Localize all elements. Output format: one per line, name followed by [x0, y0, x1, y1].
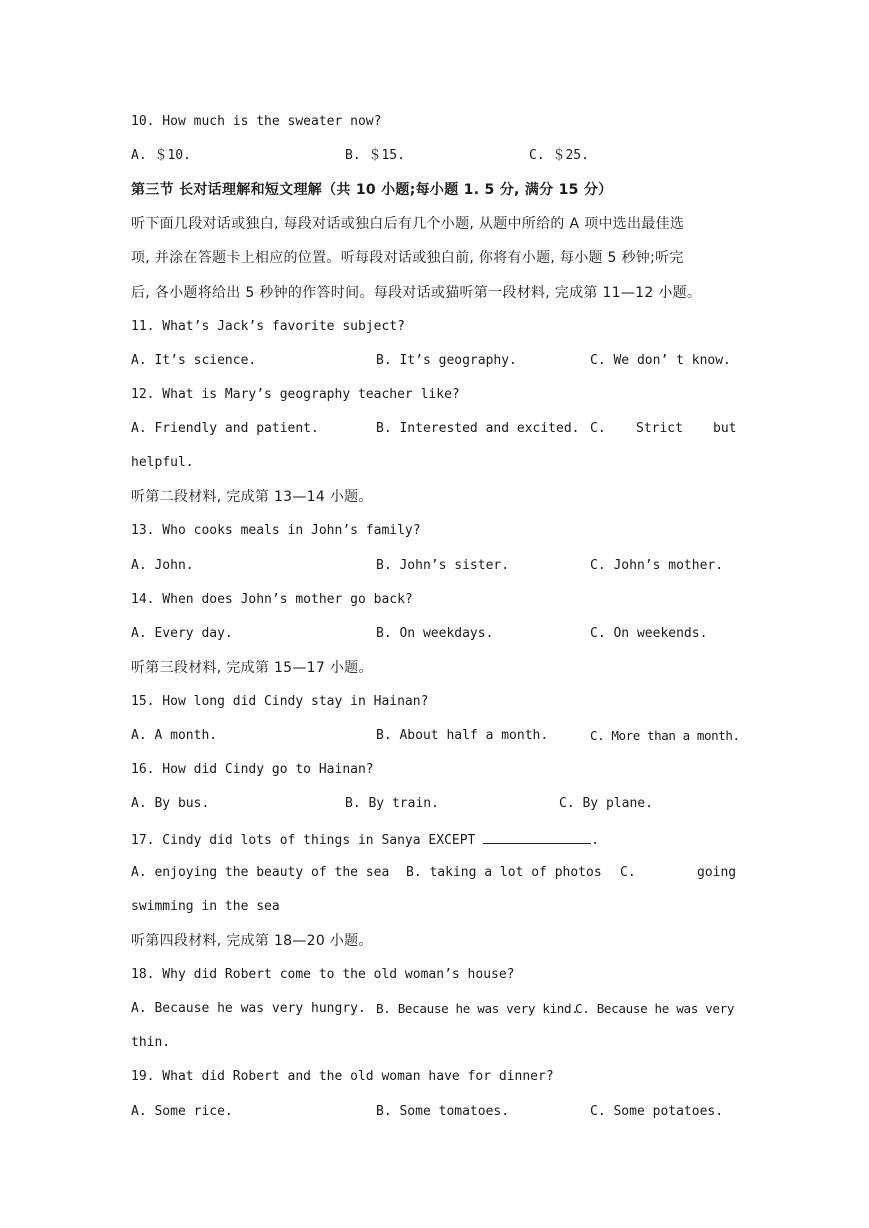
part-4-instruction: 听第四段材料, 完成第 18—20 小题。 [131, 933, 373, 949]
question-14-option-a: A. Every day. [131, 626, 233, 641]
question-14-option-b: B. On weekdays. [376, 626, 494, 641]
question-17-stem-end: . [591, 833, 600, 848]
question-11-option-b: B. It’s geography. [376, 353, 517, 368]
question-12-option-c-word-1: Strict [636, 421, 683, 436]
question-17-option-c-continued: swimming in the sea [131, 899, 280, 914]
question-15-option-a: A. A month. [131, 728, 218, 743]
question-12-option-b: B. Interested and excited. [376, 421, 580, 436]
question-17-option-c-letter: C. [620, 865, 636, 880]
question-19-option-a: A. Some rice. [131, 1104, 233, 1119]
question-13-option-c: C. John’s mother. [590, 558, 724, 573]
question-12-option-a: A. Friendly and patient. [131, 421, 319, 436]
question-17-option-c-word: going [697, 865, 737, 880]
section-3-instructions-line-3: 后, 各小题将给出 5 秒钟的作答时间。每段对话或猫听第一段材料, 完成第 11—12 小题。 [131, 285, 702, 301]
question-10-stem: 10. How much is the sweater now? [131, 114, 382, 129]
question-19-option-c: C. Some potatoes. [590, 1104, 724, 1119]
question-14-option-c: C. On weekends. [590, 626, 708, 641]
question-13-option-a: A. John. [131, 558, 194, 573]
answer-blank [483, 830, 591, 844]
question-17-stem-text: 17. Cindy did lots of things in Sanya EXCEPT [131, 833, 476, 848]
question-19-option-b: B. Some tomatoes. [376, 1104, 510, 1119]
question-18-option-a: A. Because he was very hungry. [131, 1001, 366, 1016]
section-3-instructions-line-1: 听下面几段对话或独白, 每段对话或独白后有几个小题, 从题中所给的 A 项中选出最佳选 [131, 216, 685, 232]
question-18-option-b: B. Because he was very kind. [376, 1001, 579, 1016]
question-16-option-b: B. By train. [345, 796, 439, 811]
question-10-option-a: A. ＄10. [131, 148, 191, 163]
question-17-option-a: A. enjoying the beauty of the sea [131, 865, 390, 880]
question-10-option-c: C. ＄25. [529, 148, 589, 163]
question-12-option-c-continued: helpful. [131, 455, 194, 470]
question-11-option-a: A. It’s science. [131, 353, 257, 368]
question-19-stem: 19. What did Robert and the old woman have for dinner? [131, 1069, 554, 1084]
question-11-option-c: C. We don’ t know. [590, 353, 731, 368]
question-17-option-b: B. taking a lot of photos [406, 865, 602, 880]
question-15-option-c: C. More than a month. [590, 728, 740, 743]
question-16-option-a: A. By bus. [131, 796, 210, 811]
section-3-instructions-line-2: 项, 并涂在答题卡上相应的位置。听每段对话或独白前, 你将有小题, 每小题 5 秒钟;听完 [131, 250, 684, 266]
section-3-heading: 第三节 长对话理解和短文理解（共 10 小题;每小题 1. 5 分, 满分 15 分） [131, 182, 613, 198]
question-16-option-c: C. By plane. [559, 796, 653, 811]
part-3-instruction: 听第三段材料, 完成第 15—17 小题。 [131, 660, 373, 676]
question-16-stem: 16. How did Cindy go to Hainan? [131, 762, 374, 777]
question-12-stem: 12. What is Mary’s geography teacher like? [131, 387, 460, 402]
question-12-option-c-word-2: but [713, 421, 737, 436]
question-18-stem: 18. Why did Robert come to the old woman’s house? [131, 967, 515, 982]
question-13-option-b: B. John’s sister. [376, 558, 510, 573]
question-12-option-c-letter: C. [590, 421, 606, 436]
question-18-option-c-continued: thin. [131, 1035, 171, 1050]
question-14-stem: 14. When does John’s mother go back? [131, 592, 413, 607]
question-18-option-c: C. Because he was very [575, 1001, 735, 1016]
question-13-stem: 13. Who cooks meals in John’s family? [131, 523, 421, 538]
question-15-option-b: B. About half a month. [376, 728, 549, 743]
question-17-stem [131, 830, 599, 850]
question-15-stem: 15. How long did Cindy stay in Hainan? [131, 694, 429, 709]
part-2-instruction: 听第二段材料, 完成第 13—14 小题。 [131, 489, 373, 505]
question-10-option-b: B. ＄15. [345, 148, 405, 163]
question-11-stem: 11. What’s Jack’s favorite subject? [131, 319, 405, 334]
